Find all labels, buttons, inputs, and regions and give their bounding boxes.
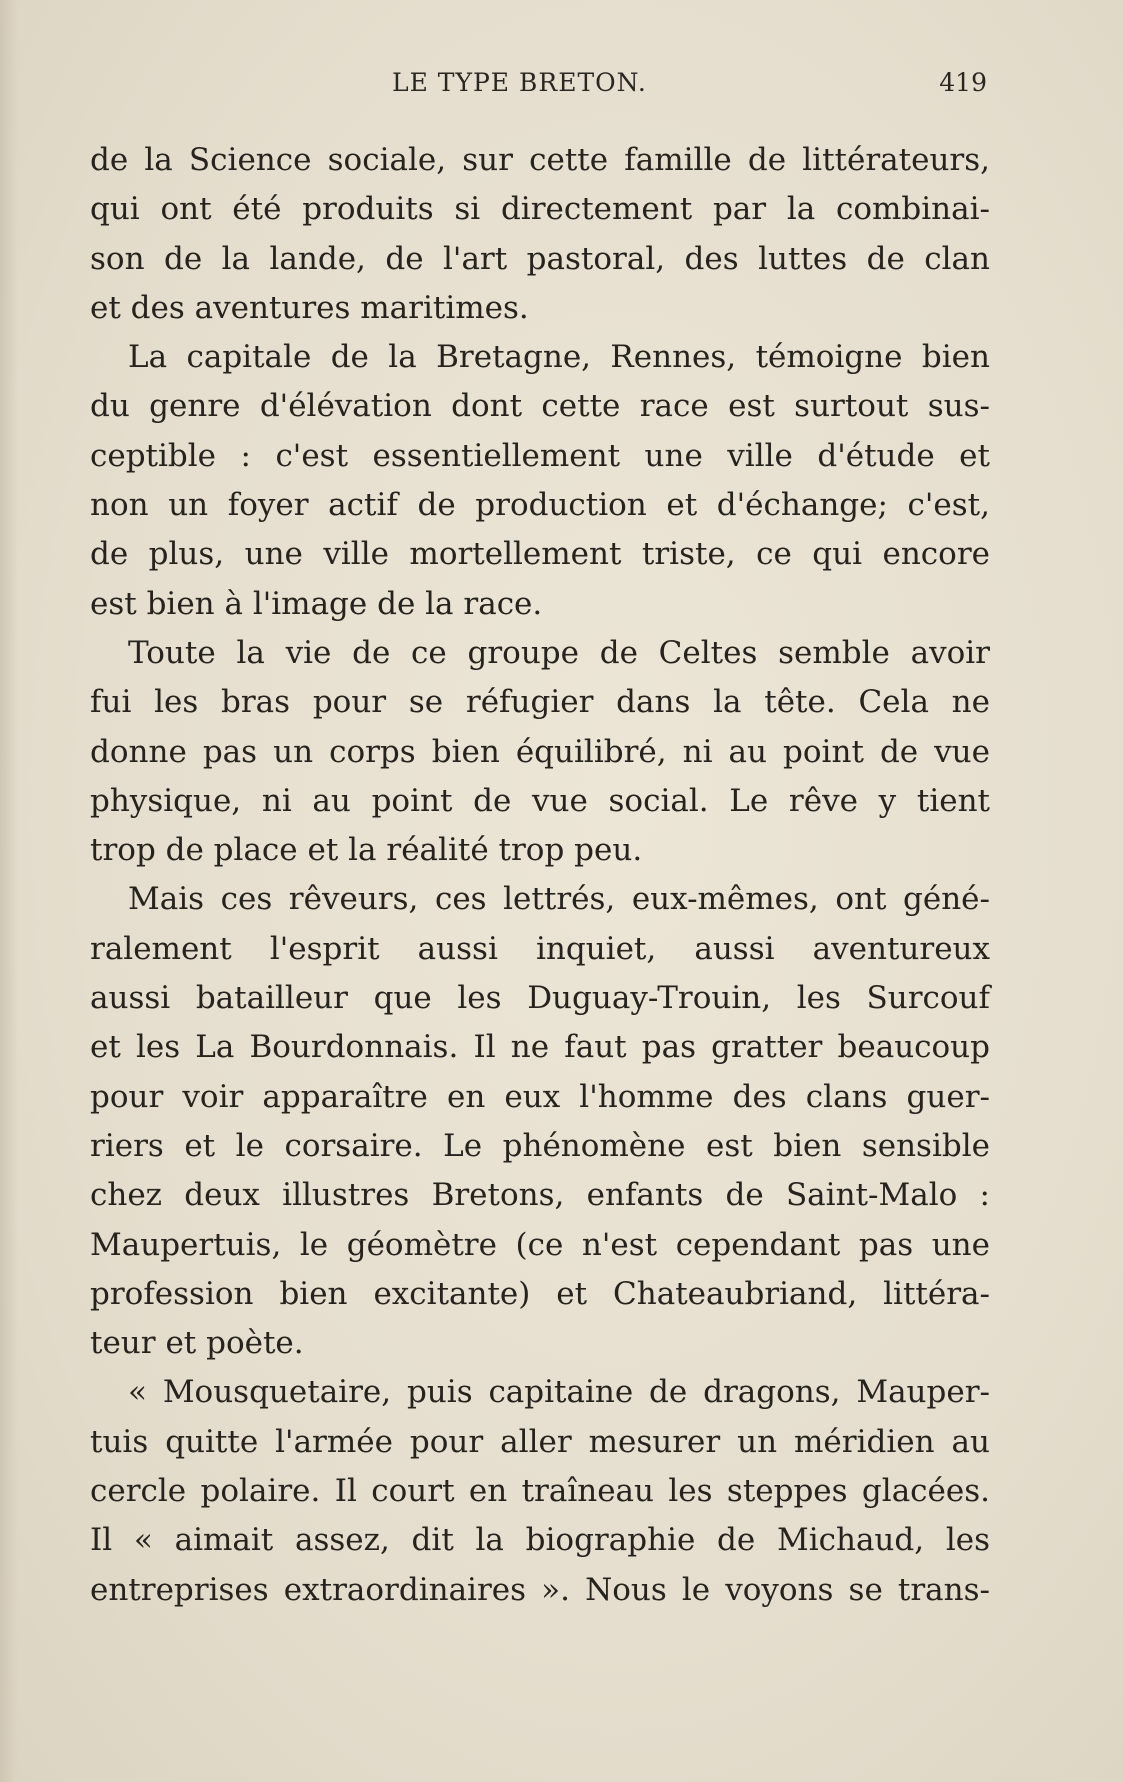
- text-line: non un foyer actif de production et d'échange; c'est,: [90, 487, 990, 524]
- text-line: riers et le corsaire. Le phénomène est bien sensible: [90, 1127, 990, 1164]
- text-line: de plus, une ville mortellement triste, ce qui encore: [90, 536, 990, 573]
- text-line: teur et poète.: [90, 1325, 304, 1362]
- text-line: ralement l'esprit aussi inquiet, aussi aventureux: [90, 930, 990, 967]
- text-line: et les La Bourdonnais. Il ne faut pas gratter beaucoup: [90, 1029, 990, 1066]
- text-line: du genre d'élévation dont cette race est surtout sus-: [90, 388, 990, 425]
- text-line: La capitale de la Bretagne, Rennes, témoigne bien: [128, 339, 990, 376]
- text-line: Toute la vie de ce groupe de Celtes semble avoir: [128, 634, 990, 671]
- body-text: [90, 136, 990, 1615]
- text-line: qui ont été produits si directement par la combinai-: [90, 191, 990, 228]
- text-line: cercle polaire. Il court en traîneau les steppes glacées.: [90, 1473, 990, 1510]
- running-title: LE TYPE BRETON.: [392, 68, 647, 97]
- text-line: « Mousquetaire, puis capitaine de dragons, Mauper-: [128, 1374, 990, 1411]
- text-line: Maupertuis, le géomètre (ce n'est cependant pas une: [90, 1226, 990, 1263]
- text-line: pour voir apparaître en eux l'homme des clans guer-: [90, 1078, 990, 1115]
- text-line: Il « aimait assez, dit la biographie de Michaud, les: [90, 1522, 990, 1559]
- text-line: tuis quitte l'armée pour aller mesurer un méridien au: [90, 1423, 990, 1460]
- text-line: est bien à l'image de la race.: [90, 585, 543, 622]
- text-line: ceptible : c'est essentiellement une ville d'étude et: [90, 437, 990, 474]
- text-line: Mais ces rêveurs, ces lettrés, eux-mêmes, ont géné-: [128, 881, 990, 918]
- text-line: profession bien excitante) et Chateaubriand, littéra-: [90, 1275, 990, 1312]
- page-gutter-shadow: [0, 0, 18, 1782]
- text-line: aussi batailleur que les Duguay-Trouin, les Surcouf: [90, 980, 990, 1017]
- page-header: [92, 68, 987, 108]
- text-line: trop de place et la réalité trop peu.: [90, 832, 643, 869]
- text-line: chez deux illustres Bretons, enfants de Saint-Malo :: [90, 1177, 990, 1214]
- text-line: donne pas un corps bien équilibré, ni au point de vue: [90, 733, 990, 770]
- text-line: de la Science sociale, sur cette famille de littérateurs,: [90, 142, 990, 178]
- page-number: 419: [939, 68, 987, 97]
- text-line: et des aventures maritimes.: [90, 289, 529, 326]
- text-line: son de la lande, de l'art pastoral, des luttes de clan: [90, 240, 990, 277]
- text-line: physique, ni au point de vue social. Le rêve y tient: [90, 782, 990, 819]
- text-line: fui les bras pour se réfugier dans la tête. Cela ne: [90, 684, 990, 721]
- text-line: entreprises extraordinaires ». Nous le voyons se trans-: [90, 1571, 990, 1608]
